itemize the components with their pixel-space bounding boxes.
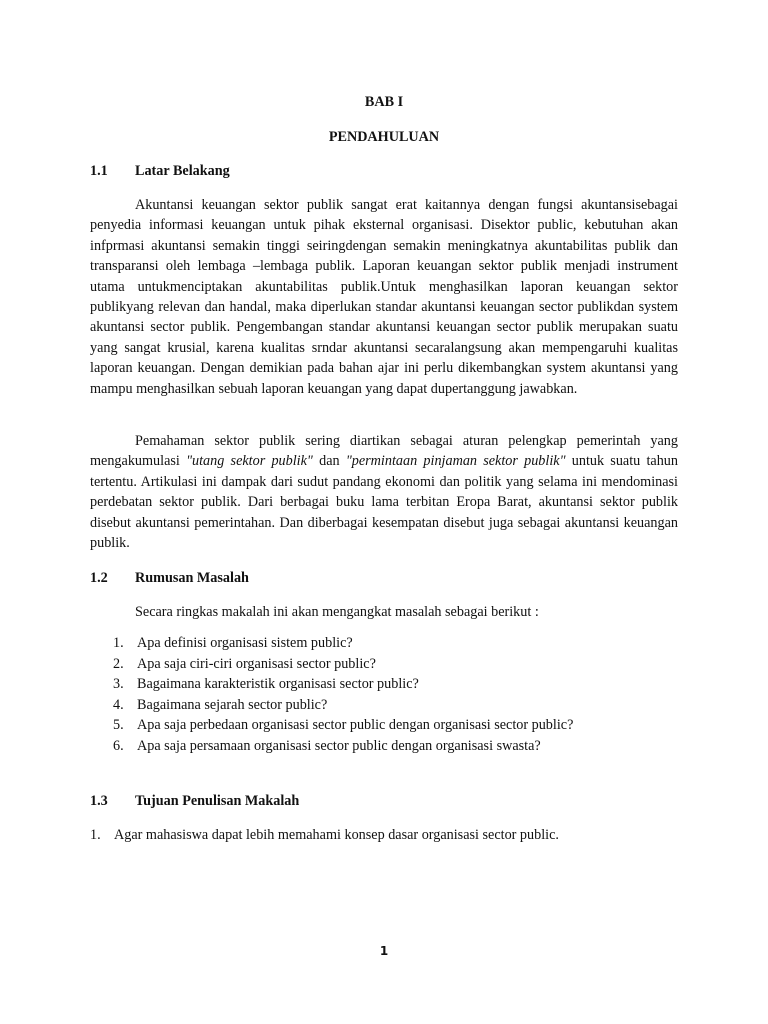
- list-number: 3.: [113, 676, 124, 693]
- chapter-title: PENDAHULUAN: [328, 129, 440, 145]
- page-number: 1: [379, 944, 389, 958]
- list-number: 2.: [113, 655, 124, 672]
- list-text: Apa saja perbedaan organisasi sector public dengan organisasi sector public?: [137, 717, 574, 734]
- section-number: 1.2: [90, 570, 108, 586]
- list-number: 1.: [113, 635, 124, 651]
- paragraph-background-1: Akuntansi keuangan sektor publik sangat erat kaitannya dengan fungsi akuntansisebagai penyedia informasi keuangan untuk pihak eksternal organisasi. Disektor public, kebutuhan akan infprmasi akuntansi semakin tinggi seiringdengan semakin meningkatnya akuntabilitas publik dan transparansi oleh lembaga –lembaga publik. Laporan keuangan sektor publik menjadi instrument utama untukmenciptakan akuntabilitas publik.Untuk menghasilkan laporan keuangan sektor publikyang relevan dan handal, maka diperlukan standar akuntansi keuangan sector publikdan system akuntansi sector publik. Pengembangan standar akuntansi keuangan sector publik merupakan suatu yang sangat krusial, karena kualitas srndar akuntansi secaralangsung akan mempengaruhi kualitas laporan keuangan. Dengan demikian pada bahan ajar ini perlu dikembangkan system akuntansi yang mampu menghasilkan sebuah laporan keuangan yang dapat dupertanggung jawabkan.: [90, 197, 678, 397]
- paragraph-text: untuk suatu tahun tertentu. Artikulasi ini dampak dari sudut pandang ekonomi dan politik yang selama ini mendominasi perdebatan sektor publik. Dari berbagai buku lama terbitan Eropa Barat, akuntansi sektor publik disebut akuntansi pemerintahan. Dan diberbagai kesempatan disebut juga sebagai akuntansi keuangan publik.: [90, 453, 678, 552]
- paragraph-text: dan: [312, 453, 346, 470]
- list-text: Apa saja ciri-ciri organisasi sector public?: [137, 655, 376, 672]
- list-text: Apa definisi organisasi sistem public?: [137, 635, 353, 651]
- goal-item: [90, 825, 559, 845]
- chapter-label: BAB I: [364, 94, 404, 110]
- list-number: 1.: [90, 827, 101, 843]
- list-text: Bagaimana sejarah sector public?: [137, 696, 328, 713]
- paragraph-text: Pemahaman sektor publik sering diartikan sebagai aturan pelengkap pemerintah yang mengakumulasi: [90, 433, 678, 470]
- list-text: Agar mahasiswa dapat lebih memahami konsep dasar organisasi sector public.: [114, 827, 559, 843]
- list-item: [90, 736, 573, 757]
- list-item: [90, 674, 573, 695]
- problem-intro: Secara ringkas makalah ini akan mengangkat masalah sebagai berikut :: [135, 604, 539, 620]
- section-title: Rumusan Masalah: [135, 570, 249, 586]
- list-item: [90, 633, 573, 654]
- list-item: [90, 715, 573, 736]
- section-heading-1-1: [90, 161, 230, 181]
- problem-list: [90, 633, 573, 757]
- quoted-term: "permintaan pinjaman sektor publik": [345, 453, 566, 470]
- list-number: 4.: [113, 696, 124, 713]
- list-number: 5.: [113, 717, 124, 734]
- section-title: Tujuan Penulisan Makalah: [135, 793, 300, 809]
- list-item: [90, 654, 573, 675]
- list-item: [90, 695, 573, 716]
- paragraph-background-2: [90, 431, 678, 553]
- section-number: 1.3: [90, 793, 108, 809]
- quoted-term: "utang sektor publik": [186, 453, 313, 470]
- list-text: Bagaimana karakteristik organisasi sector public?: [137, 676, 419, 693]
- section-heading-1-3: [90, 791, 299, 811]
- section-heading-1-2: [90, 568, 249, 588]
- list-text: Apa saja persamaan organisasi sector public dengan organisasi swasta?: [137, 737, 541, 754]
- section-title: Latar Belakang: [135, 163, 230, 179]
- section-number: 1.1: [90, 163, 108, 179]
- list-number: 6.: [113, 737, 124, 754]
